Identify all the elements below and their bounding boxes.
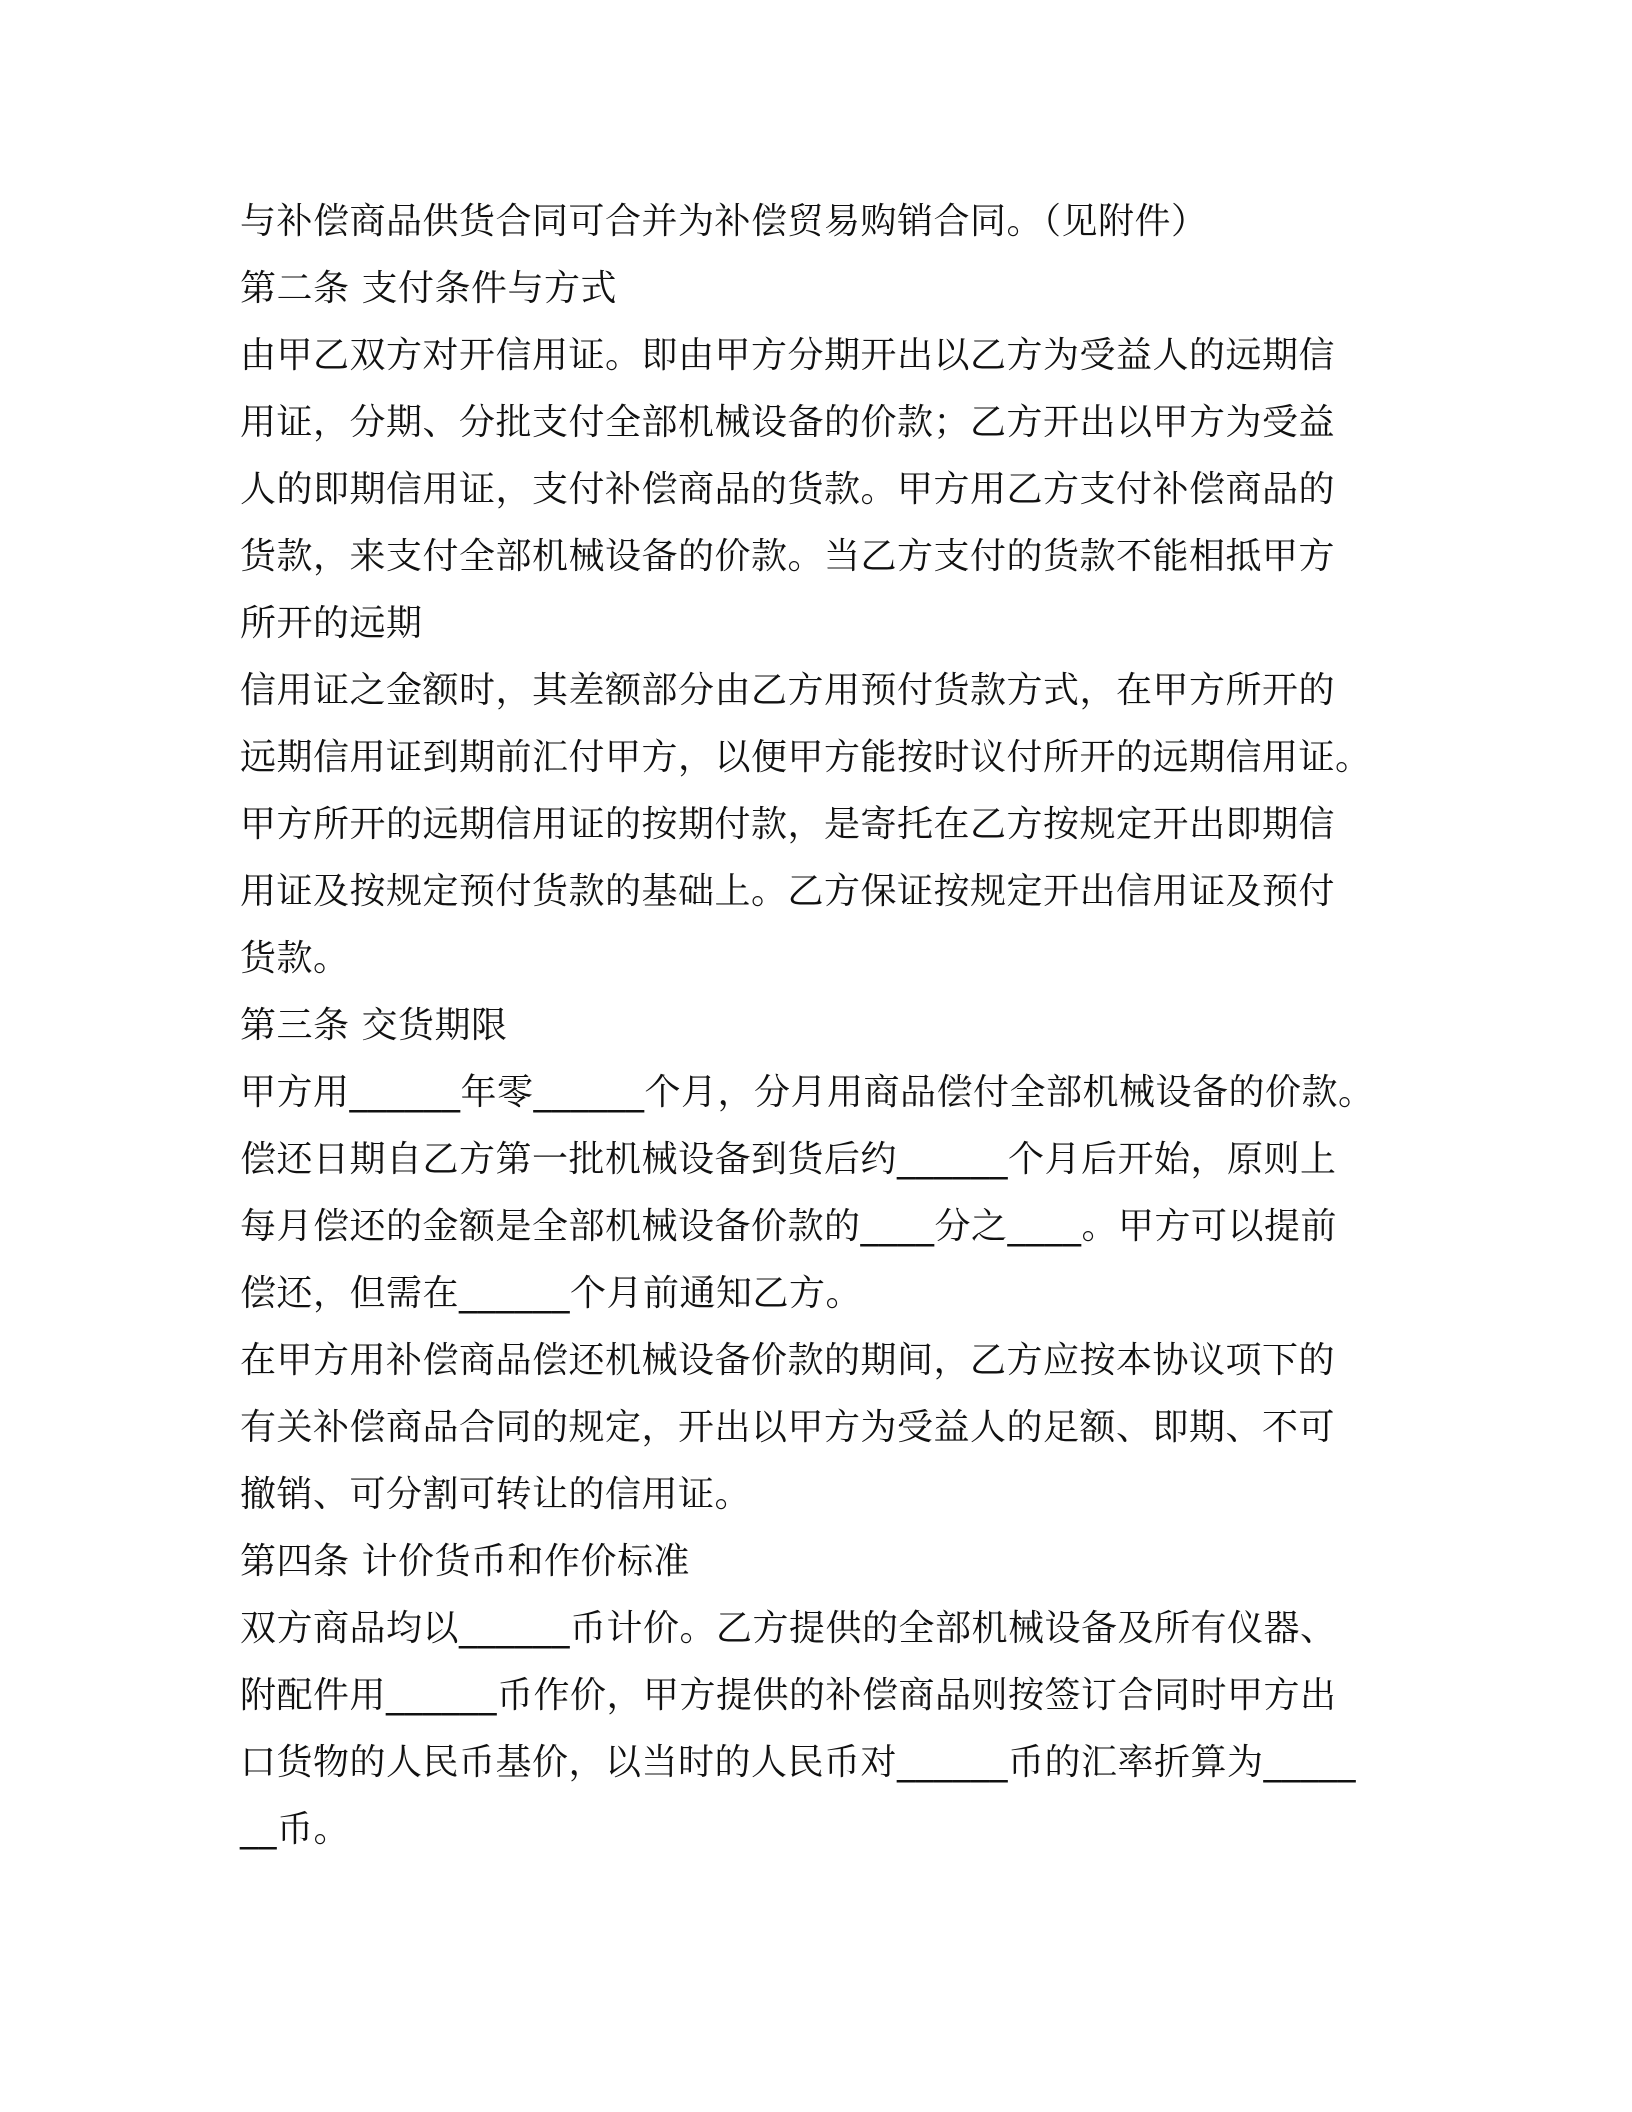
text-line: 附配件用______币作价，甲方提供的补偿商品则按签订合同时甲方出 [240,1675,1337,1716]
text-line: 撤销、可分割可转让的信用证。 [240,1474,752,1515]
text-line: 甲方所开的远期信用证的按期付款，是寄托在乙方按规定开出即期信 [240,804,1336,845]
text-line: 偿还日期自乙方第一批机械设备到货后约______个月后开始，原则上 [240,1139,1337,1180]
text-line: 口货物的人民币基价，以当时的人民币对______币的汇率折算为_____ [240,1742,1357,1783]
text-line: 有关补偿商品合同的规定，开出以甲方为受益人的足额、即期、不可 [240,1407,1336,1448]
section-heading: 第四条 计价货币和作价标准 [240,1541,690,1582]
text-line: 与补偿商品供货合同可合并为补偿贸易购销合同。（见附件） [240,201,1208,242]
text-line: 甲方用______年零______个月，分月用商品偿付全部机械设备的价款。 [240,1072,1375,1113]
text-line: 双方商品均以______币计价。乙方提供的全部机械设备及所有仪器、 [240,1608,1337,1649]
text-line: 所开的远期 [240,603,423,644]
text-line: 人的即期信用证，支付补偿商品的货款。甲方用乙方支付补偿商品的 [240,469,1336,510]
text-line: 用证，分期、分批支付全部机械设备的价款；乙方开出以甲方为受益 [240,402,1336,443]
section-heading: 第三条 交货期限 [240,1005,508,1046]
text-line: 每月偿还的金额是全部机械设备价款的____分之____。甲方可以提前 [240,1206,1338,1247]
text-line: 偿还，但需在______个月前通知乙方。 [240,1273,863,1314]
text-line: 信用证之金额时，其差额部分由乙方用预付货款方式，在甲方所开的 [240,670,1336,711]
text-line: 货款。 [240,938,350,979]
document-body [240,188,1400,1863]
text-line: 用证及按规定预付货款的基础上。乙方保证按规定开出信用证及预付 [240,871,1336,912]
text-line: 由甲乙双方对开信用证。即由甲方分期开出以乙方为受益人的远期信 [240,335,1336,376]
section-heading: 第二条 支付条件与方式 [240,268,617,309]
text-line: 远期信用证到期前汇付甲方，以便甲方能按时议付所开的远期信用证。 [240,737,1372,778]
text-line: 货款，来支付全部机械设备的价款。当乙方支付的货款不能相抵甲方 [240,536,1336,577]
text-line: 在甲方用补偿商品偿还机械设备价款的期间，乙方应按本协议项下的 [240,1340,1336,1381]
text-line: __币。 [240,1809,351,1850]
